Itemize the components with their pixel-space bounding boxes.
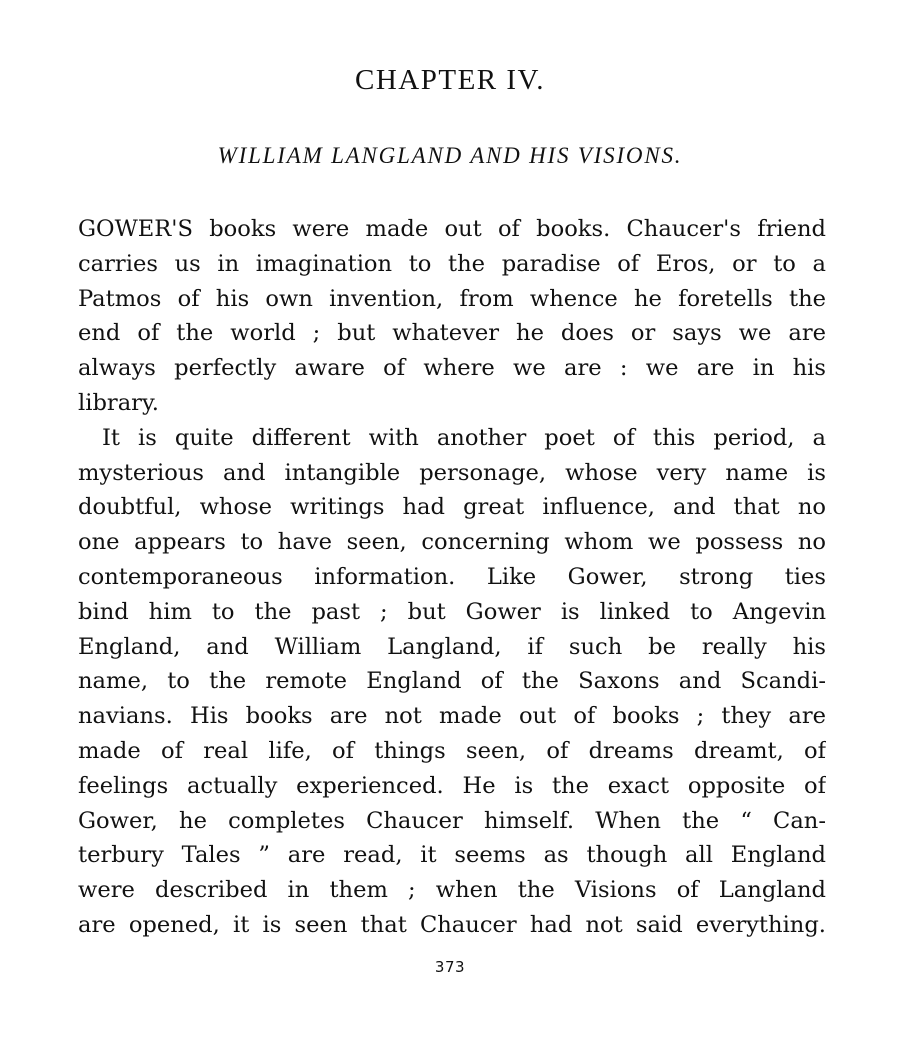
text-line: bind him to the past ; but Gower is linked to Angevin — [78, 598, 826, 625]
text-line: It is quite different with another poet of this period, a — [102, 424, 826, 451]
text-line: carries us in imagination to the paradise of Eros, or to a — [78, 250, 826, 277]
text-line: name, to the remote England of the Saxons and Scandi- — [78, 668, 826, 695]
chapter-heading: CHAPTER IV. — [355, 64, 545, 96]
chapter-title: WILLIAM LANGLAND AND HIS VISIONS. — [217, 143, 683, 168]
text-line: terbury Tales ” are read, it seems as though all England — [78, 842, 826, 869]
page-number: 373 — [434, 958, 466, 976]
text-line: Patmos of his own invention, from whence he foretells the — [78, 285, 826, 312]
text-line: were described in them ; when the Visions of Langland — [78, 877, 826, 904]
text-line: Gower, he completes Chaucer himself. When the “ Can- — [78, 807, 826, 834]
text-line: navians. His books are not made out of books ; they are — [78, 703, 826, 730]
text-line: always perfectly aware of where we are : we are in his — [78, 355, 826, 382]
text-line: contemporaneous information. Like Gower, strong ties — [78, 563, 826, 590]
paragraph-1 — [78, 212, 826, 421]
text-line: doubtful, whose writings had great influence, and that no — [78, 494, 826, 521]
text-line: end of the world ; but whatever he does or says we are — [78, 320, 826, 347]
text-line: GOWER'S books were made out of books. Chaucer's friend — [78, 216, 826, 242]
text-line: are opened, it is seen that Chaucer had not said everything. — [78, 911, 826, 938]
text-line: mysterious and intangible personage, whose very name is — [78, 459, 826, 486]
text-line: England, and William Langland, if such be really his — [78, 633, 826, 660]
text-line: feelings actually experienced. He is the exact opposite of — [78, 772, 826, 799]
text-line: library. — [78, 389, 159, 416]
text-line: made of real life, of things seen, of dreams dreamt, of — [78, 737, 826, 764]
paragraph-2 — [78, 421, 826, 943]
text-line: one appears to have seen, concerning whom we possess no — [78, 529, 826, 556]
body-text — [78, 212, 826, 943]
